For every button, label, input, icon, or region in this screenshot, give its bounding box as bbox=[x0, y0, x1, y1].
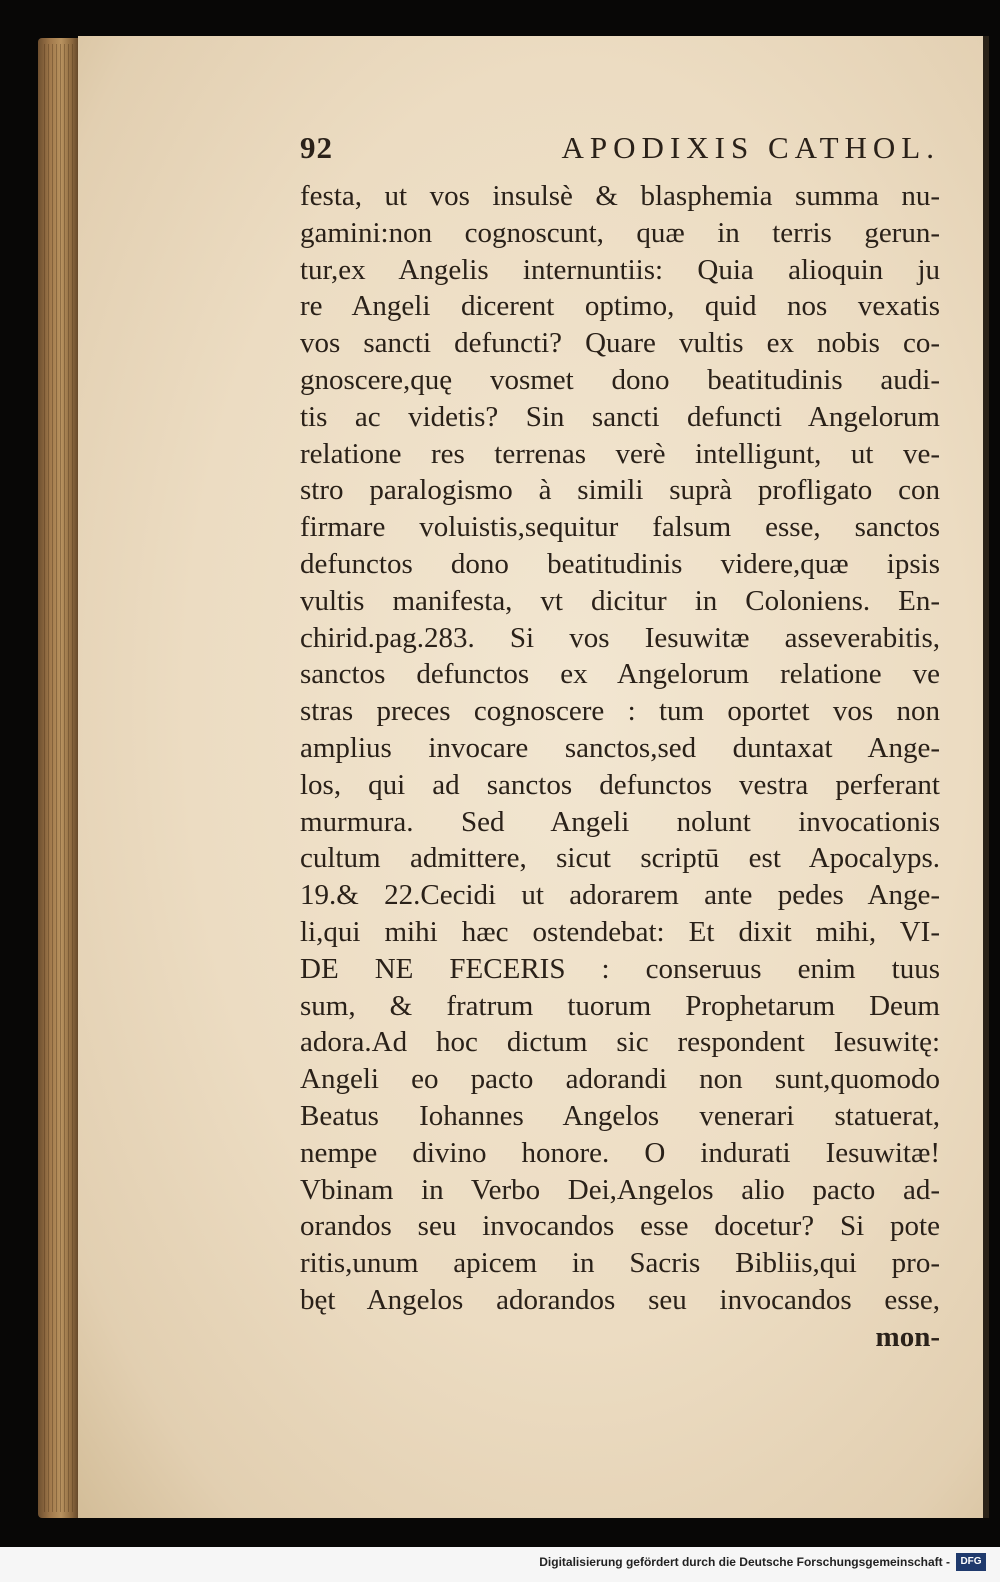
page-text-block bbox=[300, 130, 940, 1356]
text-line: firmare voluistis,sequitur falsum esse, sanctos bbox=[300, 511, 940, 544]
text-line: vos sancti defuncti? Quare vultis ex nobis co- bbox=[300, 327, 940, 360]
text-line: cultum admittere, sicut scriptū est Apocalyps. bbox=[300, 842, 940, 875]
footer-credit-text: Digitalisierung gefördert durch die Deutsche Forschungsgemeinschaft - bbox=[539, 1555, 950, 1569]
text-line: tis ac videtis? Sin sancti defuncti Angelorum bbox=[300, 400, 940, 433]
dfg-logo: DFG bbox=[956, 1553, 986, 1571]
text-line: chirid.pag.283. Si vos Iesuwitæ asseverabitis, bbox=[300, 621, 940, 654]
text-line: li,qui mihi hæc ostendebat: Et dixit mihi, VI- bbox=[300, 915, 940, 948]
text-line: ritis,unum apicem in Sacris Bibliis,qui pro- bbox=[300, 1247, 940, 1280]
text-line: tur,ex Angelis internuntiis: Quia alioquin ju bbox=[300, 253, 940, 286]
text-line: festa, ut vos insulsè & blasphemia summa nu- bbox=[300, 180, 940, 212]
text-line: DE NE FECERIS : conseruus enim tuus bbox=[300, 952, 940, 985]
text-line: relatione res terrenas verè intelligunt, ut ve- bbox=[300, 437, 940, 470]
text-line: orandos seu invocandos esse docetur? Si pote bbox=[300, 1210, 940, 1243]
catchword: mon- bbox=[875, 1320, 940, 1353]
text-line: Beatus Iohannes Angelos venerari statuerat, bbox=[300, 1099, 940, 1132]
text-line: re Angeli dicerent optimo, quid nos vexatis bbox=[300, 290, 940, 323]
text-line: gnoscere,quę vosmet dono beatitudinis audi- bbox=[300, 363, 940, 396]
text-line: sum, & fratrum tuorum Prophetarum Deum bbox=[300, 989, 940, 1022]
text-line: Angeli eo pacto adorandi non sunt,quomodo bbox=[300, 1063, 940, 1096]
text-line: stro paralogismo à simili suprà profligato con bbox=[300, 474, 940, 507]
text-line: murmura. Sed Angeli nolunt invocationis bbox=[300, 805, 940, 838]
body-text bbox=[300, 178, 940, 1319]
text-line: nempe divino honore. O indurati Iesuwitæ! bbox=[300, 1136, 940, 1169]
text-line: sanctos defunctos ex Angelorum relatione ve bbox=[300, 658, 940, 691]
text-line: vultis manifesta, vt dicitur in Coloniens. En- bbox=[300, 584, 940, 617]
text-line: stras preces cognoscere : tum oportet vos non bbox=[300, 695, 940, 728]
text-line: bęt Angelos adorandos seu invocandos esse, bbox=[300, 1283, 940, 1316]
running-head: APODIXIS CATHOL. bbox=[561, 130, 940, 165]
text-line: gamini:non cognoscunt, quæ in terris gerun- bbox=[300, 216, 940, 249]
footer-bar bbox=[0, 1547, 1000, 1582]
page-number: 92 bbox=[300, 130, 333, 165]
text-line: defunctos dono beatitudinis videre,quæ ipsis bbox=[300, 547, 940, 580]
text-line: los, qui ad sanctos defunctos vestra perferant bbox=[300, 768, 940, 801]
text-line: 19.& 22.Cecidi ut adorarem ante pedes Ange- bbox=[300, 879, 940, 912]
text-line: amplius invocare sanctos,sed duntaxat Ange- bbox=[300, 731, 940, 764]
text-line: adora.Ad hoc dictum sic respondent Iesuwitę: bbox=[300, 1026, 940, 1059]
page-header bbox=[300, 130, 940, 174]
text-line: Vbinam in Verbo Dei,Angelos alio pacto ad- bbox=[300, 1173, 940, 1206]
page-edge-texture bbox=[44, 44, 74, 1512]
